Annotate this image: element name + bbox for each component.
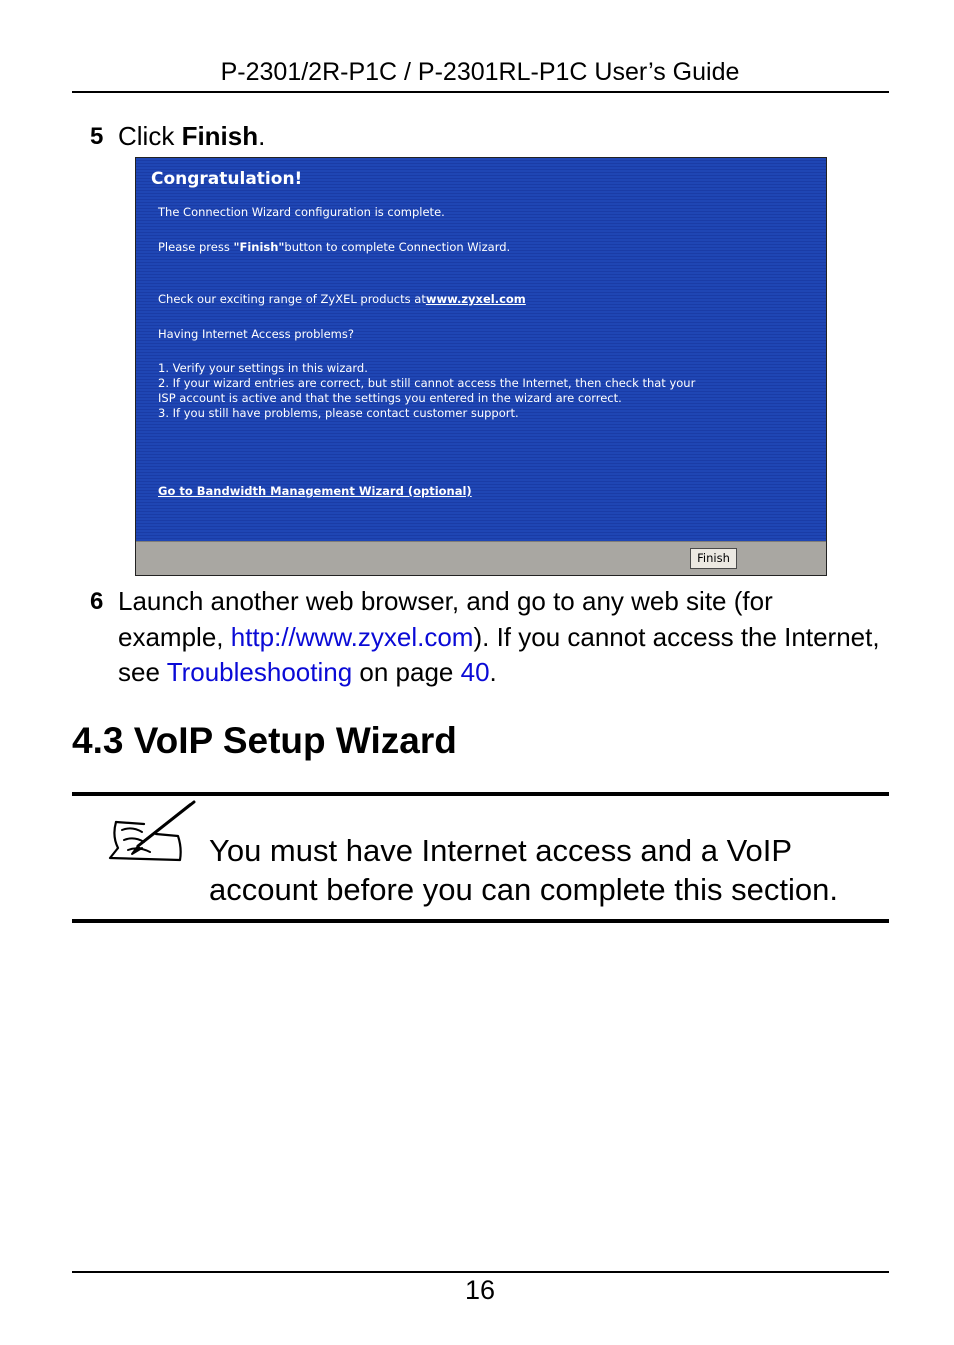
press-text-finish: "Finish" [233,240,285,254]
page-number: 16 [464,1275,496,1305]
note-text: You must have Internet access and a VoIP account before you can complete this section. [209,833,838,907]
press-text-after: button to complete Connection Wizard. [284,240,511,254]
step-text-after: . [258,121,266,151]
wizard-products-text [158,292,526,306]
step-number: 5 [90,123,104,150]
wizard-press-finish-text [158,240,510,254]
finish-button[interactable]: Finish [690,548,737,569]
products-text-before: Check our exciting range of ZyXEL products at [158,292,426,306]
page-40-link[interactable]: 40 [460,657,490,687]
note-top-rule [72,792,889,796]
press-text-before: Please press [158,240,234,254]
wizard-tip-2b: ISP account is active and that the settings you entered in the wizard are correct. [158,391,622,405]
zyxel-url-link[interactable]: http://www.zyxel.com [230,621,474,652]
wizard-screenshot [135,157,827,576]
note-pencil-icon [98,800,198,866]
step-text [118,584,880,691]
zyxel-link[interactable]: www.zyxel.com [425,292,526,306]
wizard-problems-question: Having Internet Access problems? [158,327,354,341]
step-5 [90,119,880,155]
step6-text-2: ). If you cannot access the Internet, see [118,621,880,687]
step-text-before: Click [118,121,182,151]
wizard-tip-2a: 2. If your wizard entries are correct, but still cannot access the Internet, then check that your [158,376,696,390]
note-bottom-rule [72,919,889,923]
step-6 [90,584,880,692]
section-heading: 4.3 VoIP Setup Wizard [72,720,457,761]
step6-text-4: . [489,657,497,687]
finish-keyword: Finish [181,121,259,151]
step-number: 6 [90,588,104,615]
step6-text-1: Launch another web browser, and go to any web site (for example, [118,586,773,652]
wizard-complete-text: The Connection Wizard configuration is complete. [158,205,445,219]
wizard-button-bar [136,541,826,575]
wizard-tip-3: 3. If you still have problems, please contact customer support. [158,406,519,420]
footer-rule [72,1271,889,1273]
wizard-heading: Congratulation! [151,169,303,189]
running-header: P-2301/2R-P1C / P-2301RL-P1C User’s Guide [220,58,740,86]
troubleshooting-link[interactable]: Troubleshooting [166,657,353,687]
step6-text-3: on page [352,657,461,687]
header-rule [72,91,889,93]
wizard-content [136,158,826,541]
bandwidth-wizard-link[interactable]: Go to Bandwidth Management Wizard (optional) [158,484,472,498]
wizard-tip-1: 1. Verify your settings in this wizard. [158,361,368,375]
step-text [118,119,880,155]
